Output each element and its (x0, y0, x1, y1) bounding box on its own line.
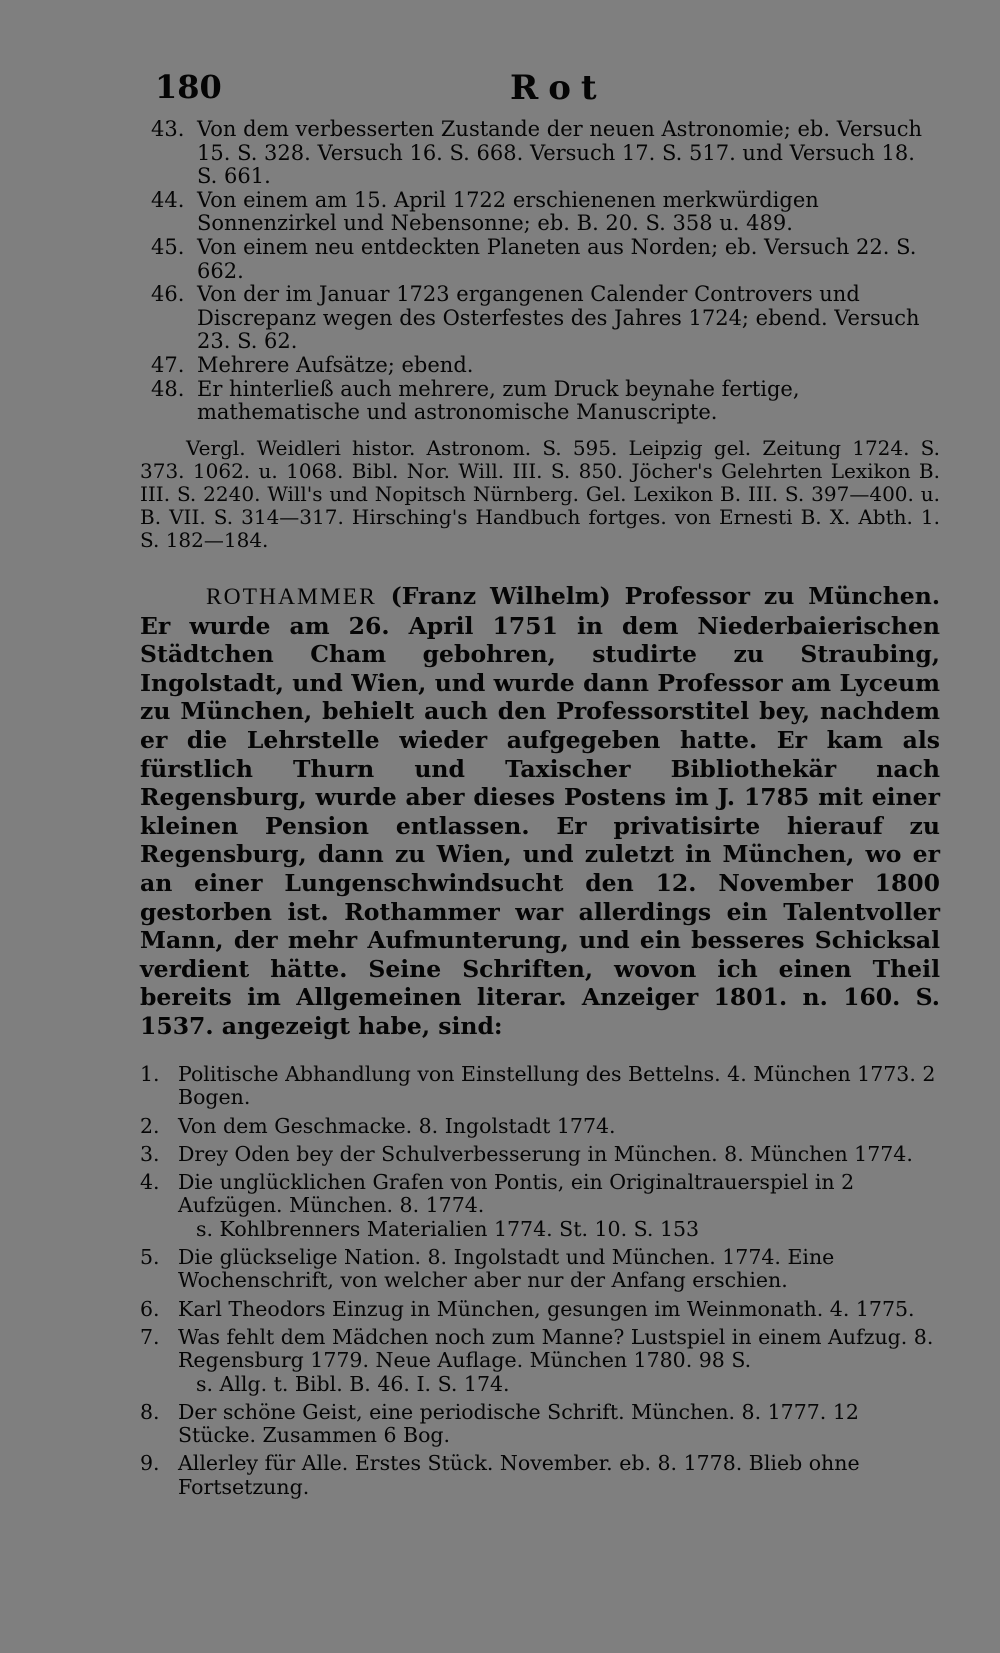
item-text: Von dem verbesserten Zustande der neuen Astronomie; eb. Versuch 15. S. 328. Versuch 16. S. 668. Versuch 17. S. 517. und Versuch 18. S. 661. (197, 117, 922, 189)
numbered-list (140, 118, 940, 425)
item-text: Was fehlt dem Mädchen noch zum Manne? Lustspiel in einem Aufzug. 8. Regensburg 1779. Neue Auflage. München 1780. 98 S. (178, 1324, 934, 1373)
item-number: 6. (140, 1296, 160, 1321)
item-number: 43. (151, 117, 185, 141)
item-number: 47. (151, 352, 185, 377)
list-item (140, 236, 940, 283)
list-item (140, 378, 940, 425)
references-paragraph: Vergl. Weidleri histor. Astronom. S. 595. Leipzig gel. Zeitung 1724. S. 373. 1062. u. 1068. Bibl. Nor. Will. III. S. 850. Jöcher's Gelehrten Lexikon B. III. S. 2240. Will's und Nopitsch Nürnberg. Gel. Lexikon B. III. S. 397—400. u. B. VII. S. 314—317. Hirsching's Handbuch fortges. von Ernesti B. X. Abth. 1. S. 182—184. (140, 436, 940, 552)
list-item (140, 118, 940, 189)
item-number: 8. (140, 1399, 160, 1424)
biography-entry (140, 582, 940, 1041)
item-number: 3. (140, 1141, 160, 1166)
item-text: Von der im Januar 1723 ergangenen Calender Controvers und Discrepanz wegen des Osterfestes des Jahres 1724; ebend. Versuch 23. S. 62. (197, 282, 920, 354)
page-header (155, 68, 935, 112)
item-text: Karl Theodors Einzug in München, gesungen im Weinmonath. 4. 1775. (178, 1296, 915, 1321)
item-reference: s. Kohlbrenners Materialien 1774. St. 10. S. 153 (196, 1216, 700, 1241)
item-text: Von einem am 15. April 1722 erschienenen merkwürdigen Sonnenzirkel und Nebensonne; eb. B. 20. S. 358 u. 489. (197, 187, 819, 236)
item-text: Der schöne Geist, eine periodische Schrift. München. 8. 1777. 12 Stücke. Zusammen 6 Bog. (178, 1399, 859, 1448)
page-number: 180 (155, 68, 222, 106)
item-number: 1. (140, 1062, 160, 1086)
list-item (140, 1171, 940, 1241)
list-item (140, 354, 940, 378)
running-head: Rot (510, 68, 607, 108)
item-text: Von einem neu entdeckten Planeten aus Norden; eb. Versuch 22. S. 662. (197, 234, 917, 283)
list-item (140, 1452, 940, 1499)
item-text: Von dem Geschmacke. 8. Ingolstadt 1774. (178, 1113, 616, 1138)
list-item (140, 1115, 940, 1138)
works-list (140, 1063, 940, 1504)
item-text: Politische Abhandlung von Einstellung des Bettelns. 4. München 1773. 2 Bogen. (178, 1062, 936, 1110)
item-number: 7. (140, 1324, 160, 1349)
biography-text: (Franz Wilhelm) Professor zu München. Er wurde am 26. April 1751 in dem Niederbaierischen Städtchen Cham gebohren, studirte zu Straubing, Ingolstadt, und Wien, und wurde dann Professor am Lyceum zu München, behielt auch den Professorstitel bey, nachdem er die Lehrstelle wieder aufgegeben hatte. Er kam als fürstlich Thurn und Taxischer Bibliothekär nach Regensburg, wurde aber dieses Postens im J. 1785 mit einer kleinen Pension entlassen. Er privatisirte hierauf zu Regensburg, dann zu Wien, und zuletzt in München, wo er an einer Lungenschwindsucht den 12. November 1800 gestorben ist. Rothammer war allerdings ein Talentvoller Mann, der mehr Aufmunterung, und ein besseres Schicksal verdient hätte. Seine Schriften, wovon ich einen Theil bereits im Allgemeinen literar. Anzeiger 1801. n. 160. S. 1537. angezeigt habe, sind: (140, 582, 941, 1040)
item-text: Die unglücklichen Grafen von Pontis, ein Originaltrauerspiel in 2 Aufzügen. München. 8. 1774. (178, 1170, 855, 1218)
item-number: 46. (151, 282, 185, 307)
list-item (140, 1143, 940, 1166)
item-text: Drey Oden bey der Schulverbesserung in München. 8. München 1774. (178, 1141, 913, 1166)
item-number: 4. (140, 1170, 160, 1195)
item-reference: s. Allg. t. Bibl. B. 46. I. S. 174. (196, 1371, 510, 1396)
item-number: 48. (151, 376, 185, 401)
item-number: 45. (151, 234, 185, 259)
item-number: 2. (140, 1113, 160, 1138)
list-item (140, 283, 940, 354)
list-item (140, 1246, 940, 1293)
item-text: Er hinterließ auch mehrere, zum Druck beynahe fertige, mathematische und astronomische Manuscripte. (197, 376, 800, 425)
list-item (140, 1401, 940, 1448)
list-item (140, 1298, 940, 1321)
list-item (140, 1326, 940, 1396)
list-item (140, 189, 940, 236)
item-number: 44. (151, 187, 185, 212)
entry-name: ROTHAMMER (206, 584, 377, 610)
item-text: Allerley für Alle. Erstes Stück. November. eb. 8. 1778. Blieb ohne Fortsetzung. (178, 1451, 860, 1499)
list-item (140, 1063, 940, 1110)
item-text: Die glückselige Nation. 8. Ingolstadt und München. 1774. Eine Wochenschrift, von welcher aber nur der Anfang erschien. (178, 1245, 835, 1293)
item-number: 9. (140, 1451, 160, 1476)
item-text: Mehrere Aufsätze; ebend. (197, 352, 474, 377)
item-number: 5. (140, 1245, 160, 1270)
